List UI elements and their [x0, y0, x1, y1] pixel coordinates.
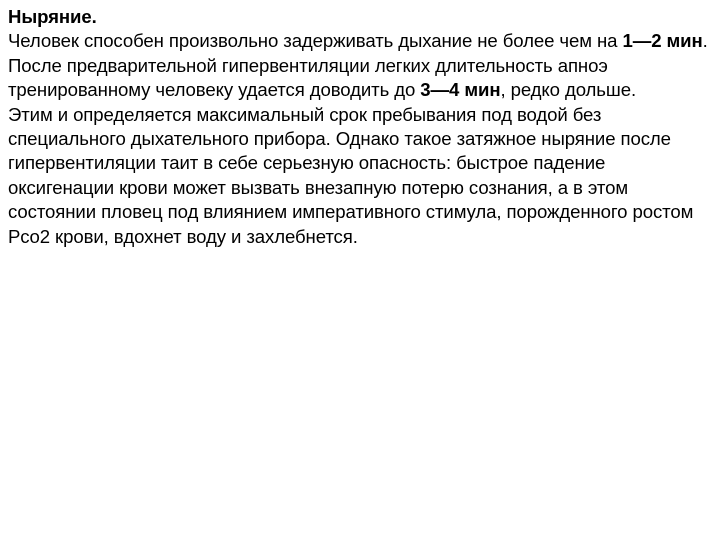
paragraph-danger: Этим и определяется максимальный срок пребывания под водой без специального дыхательного прибора. Однако такое затяжное ныряние после гипервентиляции таит в себе серьезную опасность: быстрое падение оксигенации крови может вызвать внезапную потерю сознания, а в этом состоянии пловец под влиянием императивного стимула, порожденного ростом Pco2 крови, вдохнет воду и захлебнется. — [8, 103, 694, 247]
text-block — [8, 5, 712, 249]
paragraph-apnea-text-2: . После предварительной гипервентиляции легких длительность апноэ тренированному человеку удается доводить до — [8, 30, 708, 101]
paragraph-apnea — [8, 29, 712, 102]
duration-3-4-min: 3—4 мин — [420, 79, 501, 101]
heading: Ныряние. — [8, 6, 97, 27]
duration-1-2-min: 1—2 мин — [622, 30, 703, 52]
paragraph-apnea-text-1: Человек способен произвольно задерживать дыхание не более чем на — [8, 30, 623, 52]
paragraph-apnea-text-3: , редко дольше. — [500, 79, 637, 101]
